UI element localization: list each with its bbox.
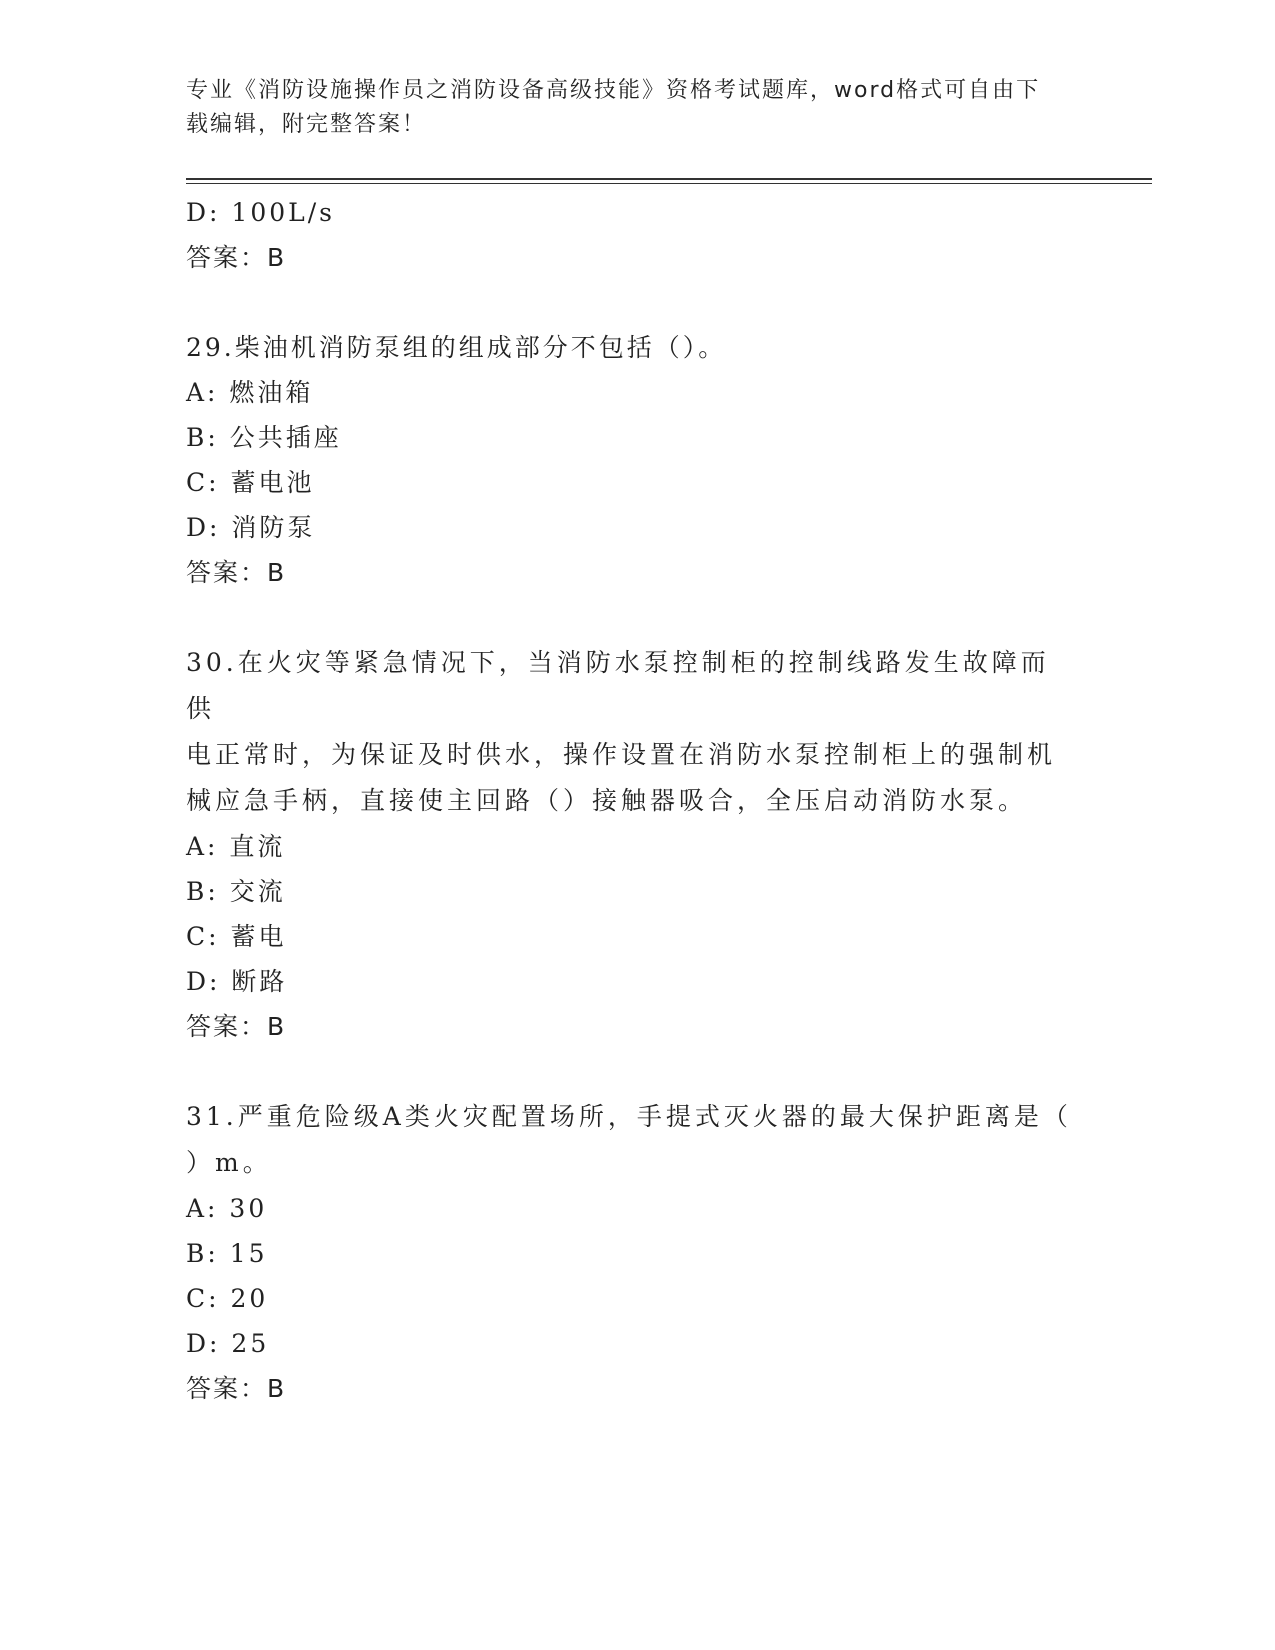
question-30	[186, 640, 1076, 1049]
option-c: C: 蓄电	[186, 922, 287, 951]
answer: 答案：B	[186, 1012, 287, 1041]
question-text: 29.柴油机消防泵组的组成部分不包括（）。	[186, 333, 727, 362]
option-b: B: 15	[186, 1239, 268, 1268]
prev-answer: 答案：B	[186, 243, 287, 272]
option-a: A: 直流	[186, 832, 286, 861]
question-text	[186, 1094, 1076, 1186]
question-31	[186, 1094, 1076, 1411]
question-text-line: 械应急手柄，直接使主回路（）接触器吸合，全压启动消防水泵。	[186, 786, 1028, 815]
header-line-1: 专业《消防设施操作员之消防设备高级技能》资格考试题库，word格式可自由下	[186, 78, 1041, 103]
spacer	[186, 280, 1076, 325]
option-b: B: 交流	[186, 877, 286, 906]
option-d: D: 消防泵	[186, 513, 316, 542]
header-line-2: 载编辑，附完整答案！	[186, 112, 427, 137]
prev-option-d: D: 100L/s	[186, 198, 335, 227]
answer: 答案：B	[186, 1374, 287, 1403]
question-text-line: ）m。	[186, 1148, 272, 1177]
spacer	[186, 1049, 1076, 1094]
question-content	[186, 190, 1076, 1411]
option-b: B: 公共插座	[186, 423, 342, 452]
answer: 答案：B	[186, 558, 287, 587]
option-d: D: 25	[186, 1329, 270, 1358]
header-rule-thick	[186, 178, 1152, 180]
option-c: C: 20	[186, 1284, 269, 1313]
option-a: A: 30	[186, 1194, 268, 1223]
question-text	[186, 640, 1076, 824]
document-header	[186, 74, 1086, 142]
question-text-line: 30.在火灾等紧急情况下，当消防水泵控制柜的控制线路发生故障而供	[186, 648, 1050, 723]
option-c: C: 蓄电池	[186, 468, 315, 497]
option-d: D: 断路	[186, 967, 288, 996]
header-rule-thin	[186, 183, 1152, 184]
question-text-line: 电正常时，为保证及时供水，操作设置在消防水泵控制柜上的强制机	[186, 740, 1057, 769]
question-29	[186, 325, 1076, 595]
spacer	[186, 595, 1076, 640]
question-text-line: 31.严重危险级A类火灾配置场所，手提式灭火器的最大保护距离是（	[186, 1102, 1072, 1131]
option-a: A: 燃油箱	[186, 378, 314, 407]
